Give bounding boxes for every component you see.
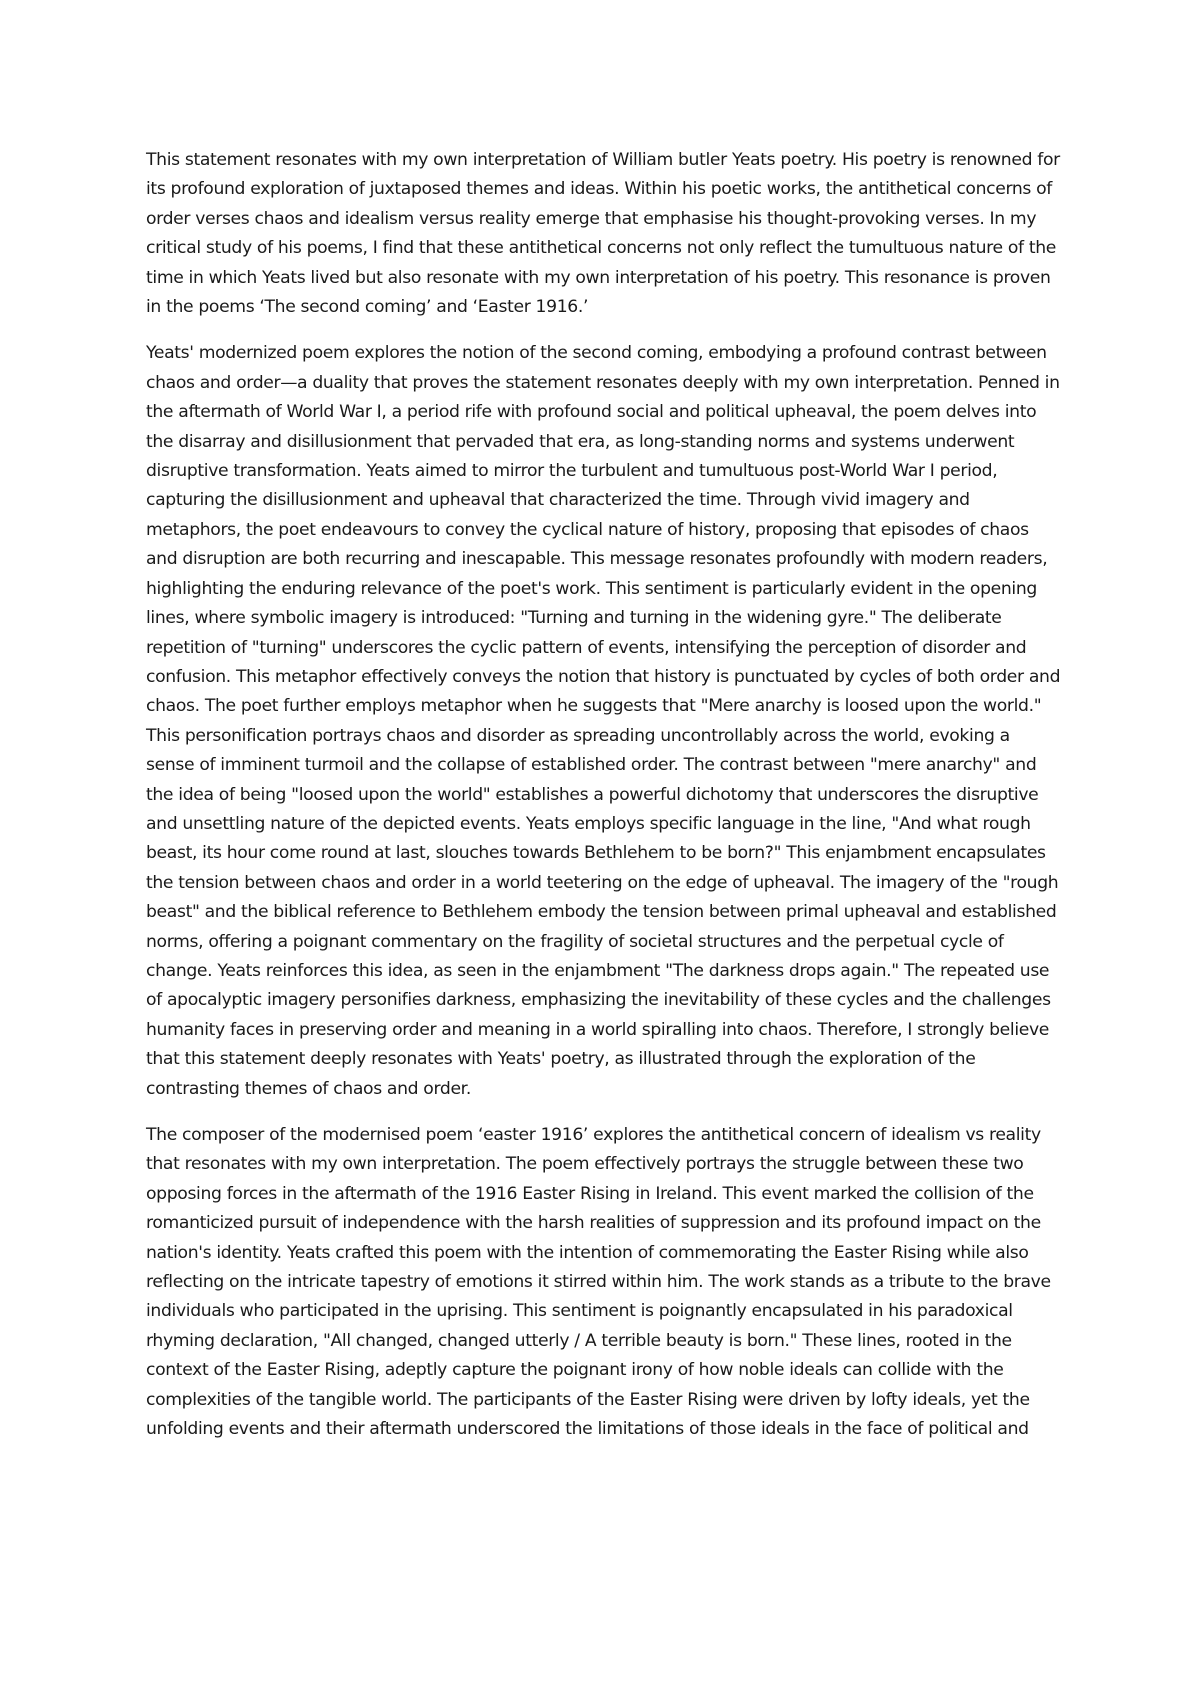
paragraph-introduction: This statement resonates with my own interpretation of William butler Yeats poetry. His poetry is renowned for its profound exploration of juxtaposed themes and ideas. Within his poetic works, the antithetical concerns of order verses chaos and idealism versus reality emerge that emphasise his thought-provoking verses. In my critical study of his poems, I find that these antithetical concerns not only reflect the tumultuous nature of the time in which Yeats lived but also resonate with my own interpretation of his poetry. This resonance is proven in the poems ‘The second coming’ and ‘Easter 1916.’ [146,150,1060,318]
document-body [146,146,1062,1461]
paragraph-easter-1916: The composer of the modernised poem ‘easter 1916’ explores the antithetical concern of idealism vs reality that resonates with my own interpretation. The poem effectively portrays the struggle between these two opposing forces in the aftermath of the 1916 Easter Rising in Ireland. This event marked the collision of the romanticized pursuit of independence with the harsh realities of suppression and its profound impact on the nation's identity. Yeats crafted this poem with the intention of commemorating the Easter Rising while also reflecting on the intricate tapestry of emotions it stirred within him. The work stands as a tribute to the brave individuals who participated in the uprising. This sentiment is poignantly encapsulated in his paradoxical rhyming declaration, "All changed, changed utterly / A terrible beauty is born." These lines, rooted in the context of the Easter Rising, adeptly capture the poignant irony of how noble ideals can collide with the complexities of the tangible world. The participants of the Easter Rising were driven by lofty ideals, yet the unfolding events and their aftermath underscored the limitations of those ideals in the face of political and [146,1125,1051,1440]
paragraph-second-coming: Yeats' modernized poem explores the notion of the second coming, embodying a profound contrast between chaos and order—a duality that proves the statement resonates deeply with my own interpretation. Penned in the aftermath of World War I, a period rife with profound social and political upheaval, the poem delves into the disarray and disillusionment that pervaded that era, as long-standing norms and systems underwent disruptive transformation. Yeats aimed to mirror the turbulent and tumultuous post-World War I period, capturing the disillusionment and upheaval that characterized the time. Through vivid imagery and metaphors, the poet endeavours to convey the cyclical nature of history, proposing that episodes of chaos and disruption are both recurring and inescapable. This message resonates profoundly with modern readers, highlighting the enduring relevance of the poet's work. This sentiment is particularly evident in the opening lines, where symbolic imagery is introduced: "Turning and turning in the widening gyre." The deliberate repetition of "turning" underscores the cyclic pattern of events, intensifying the perception of disorder and confusion. This metaphor effectively conveys the notion that history is punctuated by cycles of both order and chaos. The poet further employs metaphor when he suggests that "Mere anarchy is loosed upon the world." This personification portrays chaos and disorder as spreading uncontrollably across the world, evoking a sense of imminent turmoil and the collapse of established order. The contrast between "mere anarchy" and the idea of being "loosed upon the world" establishes a powerful dichotomy that underscores the disruptive and unsettling nature of the depicted events. Yeats employs specific language in the line, "And what rough beast, its hour come round at last, slouches towards Bethlehem to be born?" This enjambment encapsulates the tension between chaos and order in a world teetering on the edge of upheaval. The imagery of the "rough beast" and the biblical reference to Bethlehem embody the tension between primal upheaval and established norms, offering a poignant commentary on the fragility of societal structures and the perpetual cycle of change. Yeats reinforces this idea, as seen in the enjambment "The darkness drops again." The repeated use of apocalyptic imagery personifies darkness, emphasizing the inevitability of these cycles and the challenges humanity faces in preserving order and meaning in a world spiralling into chaos. Therefore, I strongly believe that this statement deeply resonates with Yeats' poetry, as illustrated through the exploration of the contrasting themes of chaos and order. [146,343,1061,1099]
